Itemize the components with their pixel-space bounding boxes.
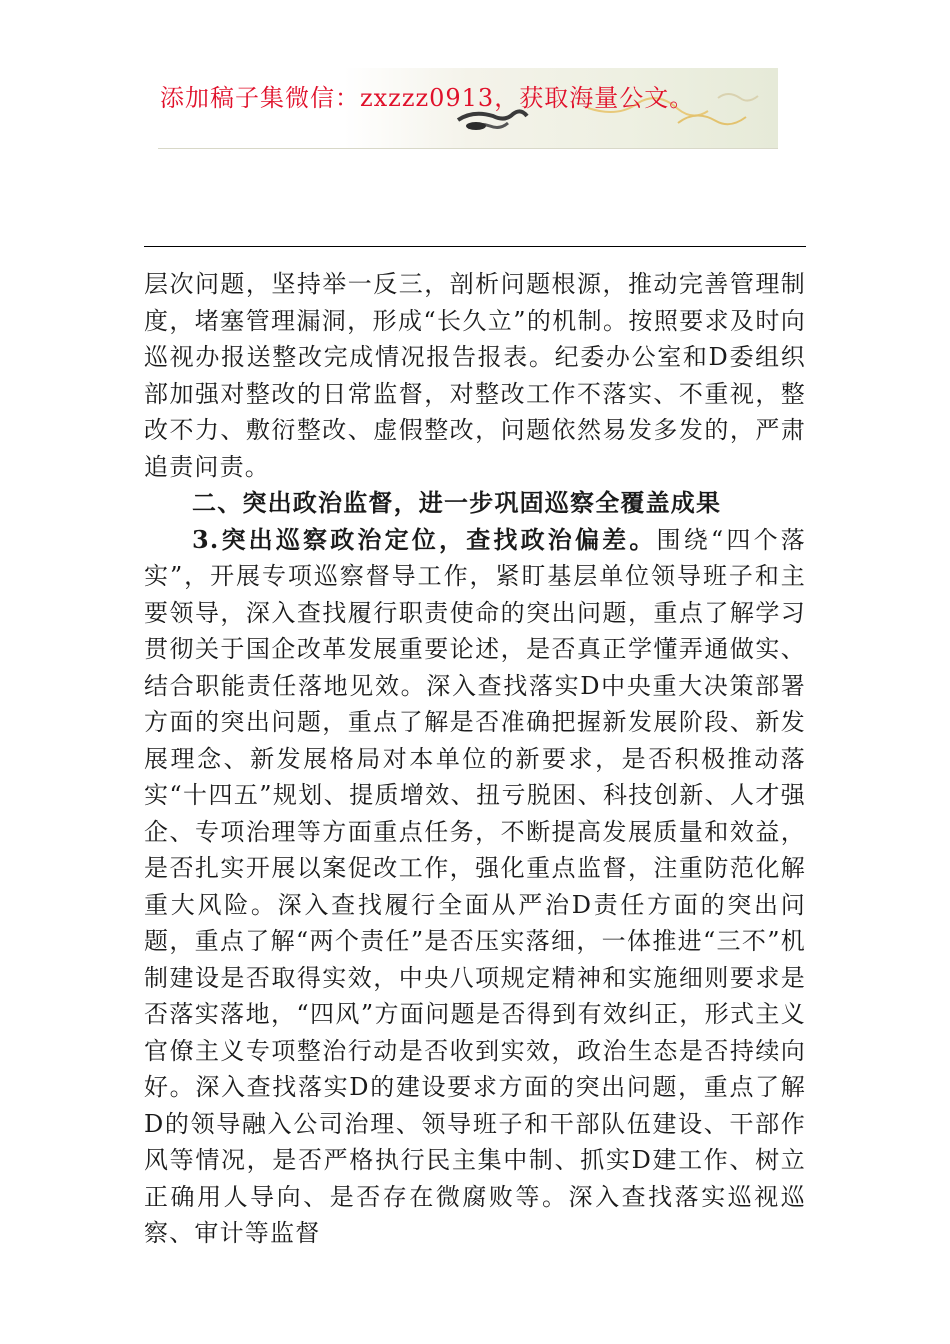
promo-banner [158,68,778,149]
paragraph-item-3 [144,522,806,1252]
header-rule [144,246,806,247]
item-3-body: 围绕“四个落实”，开展专项巡察督导工作，紧盯基层单位领导班子和主要领导，深入查找履行职责使命的突出问题，重点了解学习贯彻关于国企改革发展重要论述，是否真正学懂弄通做实、结合职能责任落地见效。深入查找落实D中央重大决策部署方面的突出问题，重点了解是否准确把握新发展阶段、新发展理念、新发展格局对本单位的新要求，是否积极推动落实“十四五”规划、提质增效、扭亏脱困、科技创新、人才强企、专项治理等方面重点任务，不断提高发展质量和效益，是否扎实开展以案促改工作，强化重点监督，注重防范化解重大风险。深入查找履行全面从严治D责任方面的突出问题，重点了解“两个责任”是否压实落细，一体推进“三不”机制建设是否取得实效，中央八项规定精神和实施细则要求是否落实落地，“四风”方面问题是否得到有效纠正，形式主义官僚主义专项整治行动是否收到实效，政治生态是否持续向好。深入查找落实D的建设要求方面的突出问题，重点了解D的领导融入公司治理、领导班子和干部队伍建设、干部作风等情况，是否严格执行民主集中制、抓实D建工作、树立正确用人导向、是否存在微腐败等。深入查找落实巡视巡察、审计等监督 [144,525,806,1247]
paragraph-continued: 层次问题，坚持举一反三，剖析问题根源，推动完善管理制度，堵塞管理漏洞，形成“长久立”的机制。按照要求及时向巡视办报送整改完成情况报告报表。纪委办公室和D委组织部加强对整改的日常监督，对整改工作不落实、不重视，整改不力、敷衍整改、虚假整改，问题依然易发多发的，严肃追责问责。 [144,270,806,481]
document-body [144,266,806,1252]
item-3-lead: 3.突出巡察政治定位，查找政治偏差。 [192,524,657,554]
banner-text: 添加稿子集微信：zxzzz0913，获取海量公文。 [160,84,695,112]
section-heading: 二、突出政治监督，进一步巩固巡察全覆盖成果 [192,488,722,517]
